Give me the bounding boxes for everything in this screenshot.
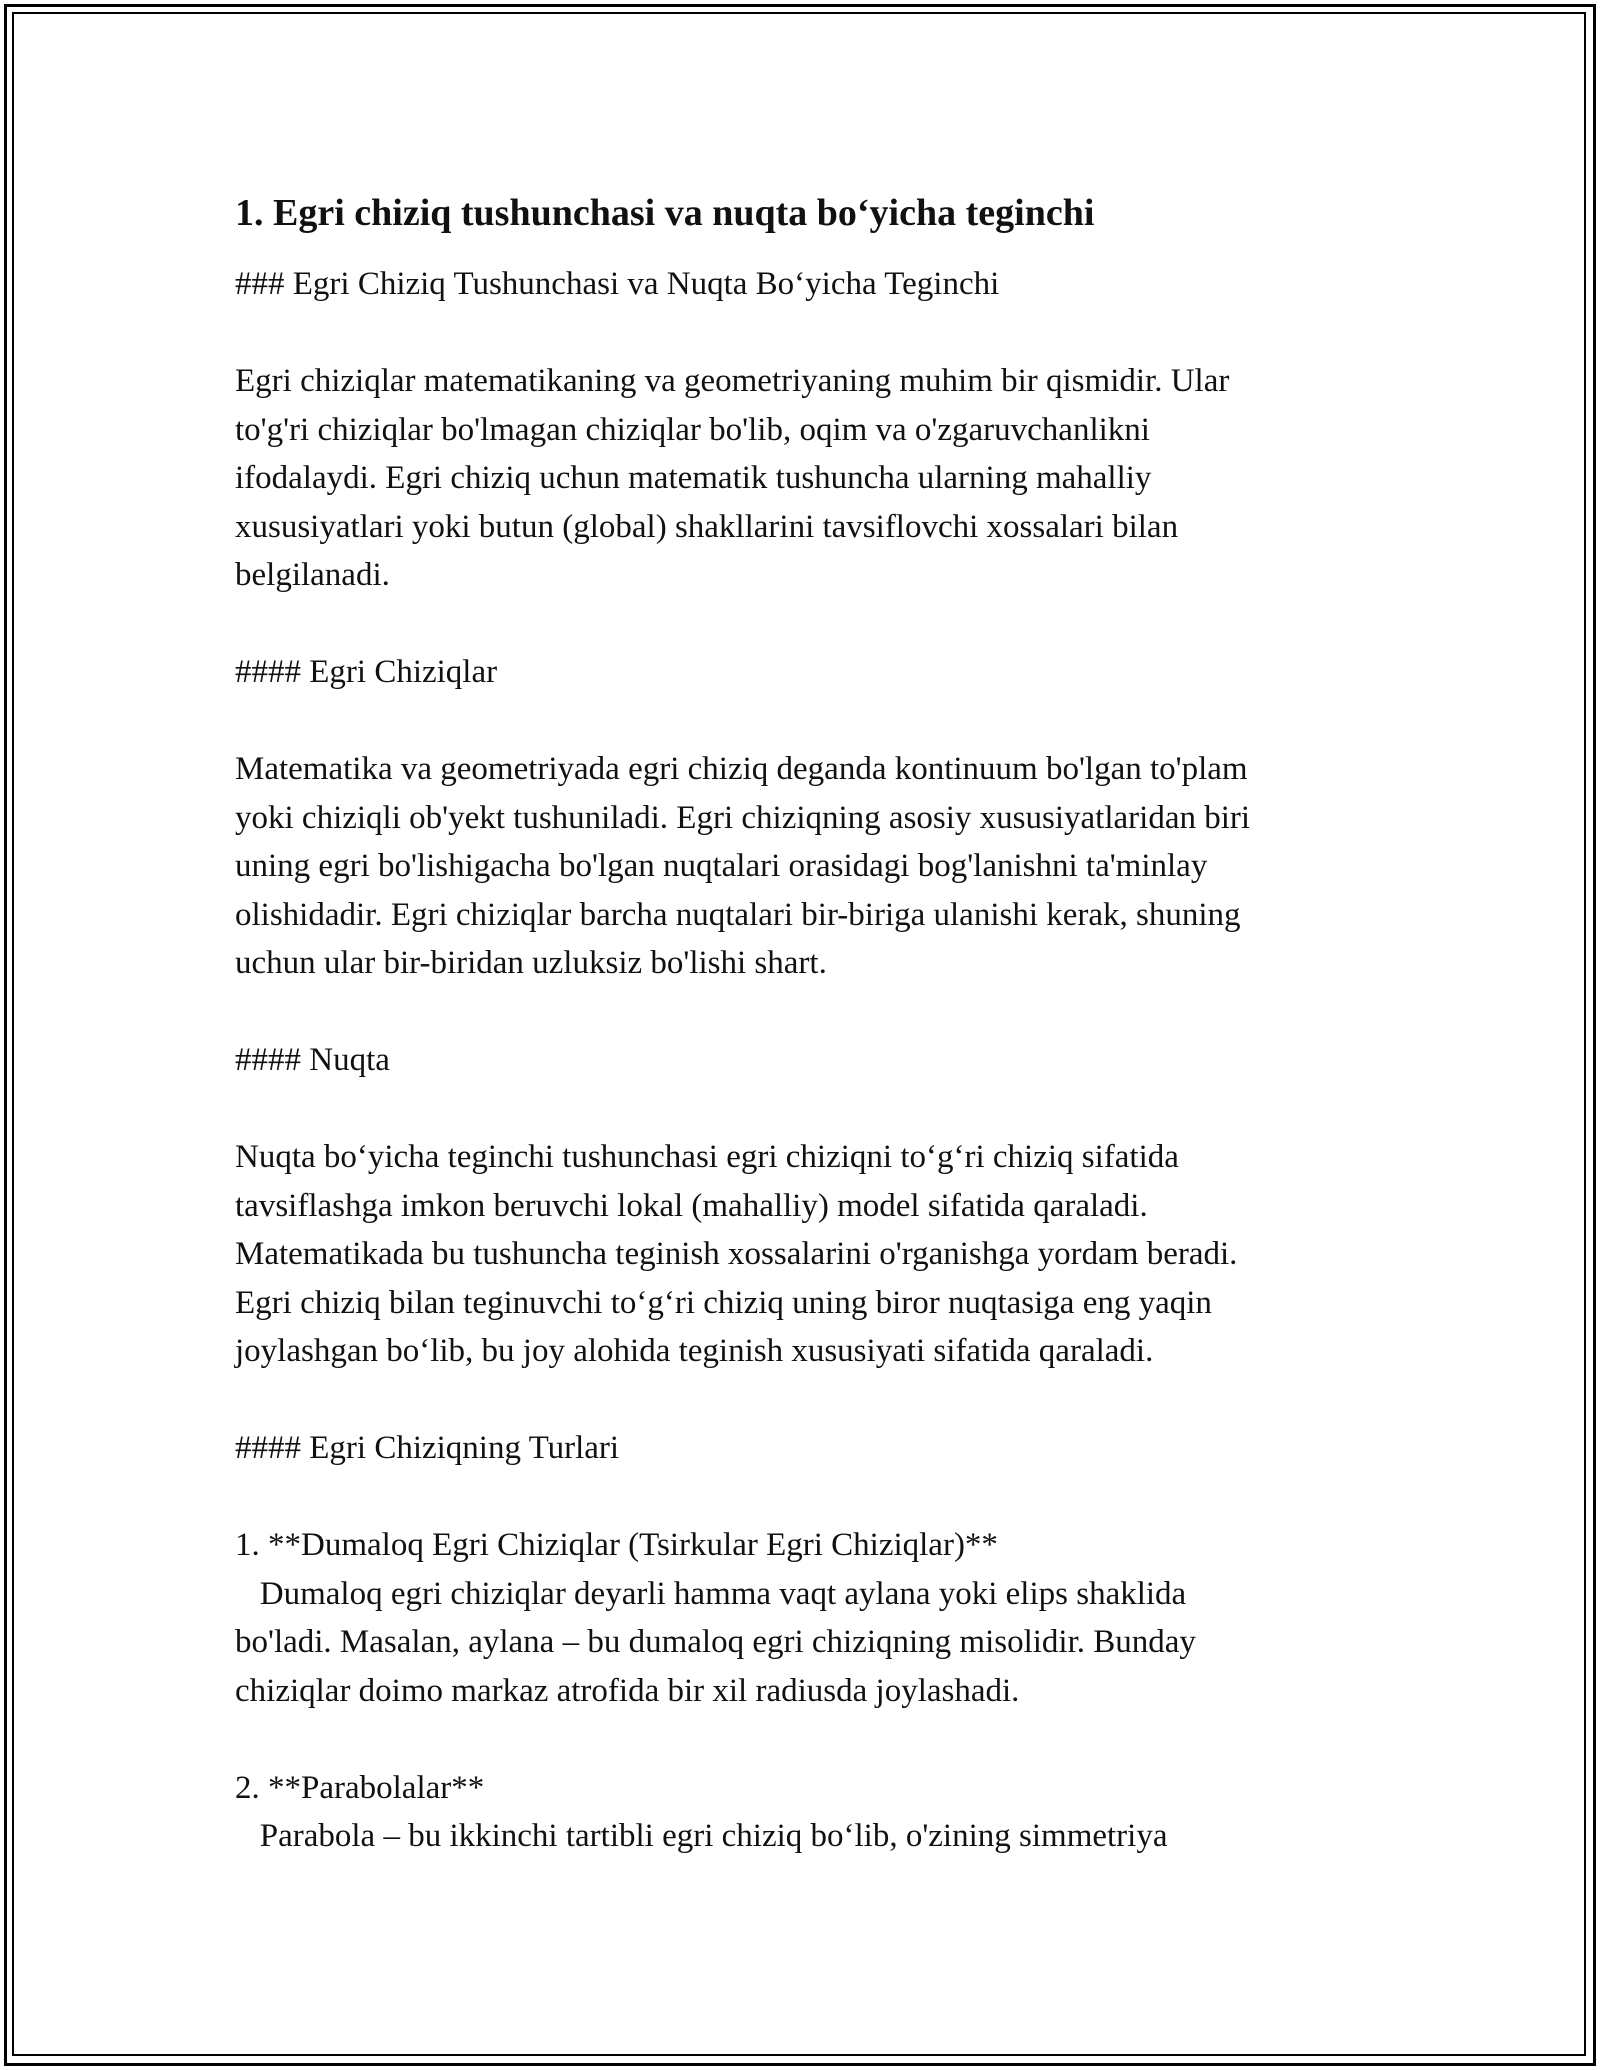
text-line: uning egri bo'lishigacha bo'lgan nuqtalari orasidagi bog'lanishni ta'minlay xyxy=(235,848,1208,884)
text-line: 1. **Dumaloq Egri Chiziqlar (Tsirkular Egri Chiziqlar)** xyxy=(235,1527,998,1563)
text-line: Dumaloq egri chiziqlar deyarli hamma vaqt aylana yoki elips shaklida xyxy=(235,1575,1187,1612)
text-line: tavsiflashga imkon beruvchi lokal (mahalliy) model sifatida qaraladi. xyxy=(235,1187,1148,1224)
text-line: Matematikada bu tushuncha teginish xossalarini o'rganishga yordam beradi. xyxy=(235,1236,1238,1272)
text-line: #### Egri Chiziqlar xyxy=(235,654,498,690)
paragraph-gap xyxy=(235,1473,1375,1522)
text-line: belgilanadi. xyxy=(235,557,390,593)
paragraph-gap xyxy=(235,697,1375,746)
text-line: Egri chiziq bilan teginuvchi to‘g‘ri chiziq uning biror nuqtasiga eng yaqin xyxy=(235,1284,1212,1321)
paragraph-gap xyxy=(235,988,1375,1037)
text-line: Parabola – bu ikkinchi tartibli egri chiziq bo‘lib, o'zining simmetriya xyxy=(235,1818,1168,1854)
text-line: 2. **Parabolalar** xyxy=(235,1769,485,1806)
text-line: Nuqta bo‘yicha teginchi tushunchasi egri chiziqni to‘g‘ri chiziq sifatida xyxy=(235,1139,1179,1175)
text-line: olishidadir. Egri chiziqlar barcha nuqtalari bir-biriga ulanishi kerak, shuning xyxy=(235,896,1241,933)
text-line: chiziqlar doimo markaz atrofida bir xil radiusda joylashadi. xyxy=(235,1672,1020,1709)
document-text xyxy=(235,260,1375,1861)
document-body xyxy=(235,188,1375,1861)
text-line: bo'ladi. Masalan, aylana – bu dumaloq egri chiziqning misolidir. Bunday xyxy=(235,1624,1196,1660)
paragraph-gap xyxy=(235,1715,1375,1764)
text-line: joylashgan bo‘lib, bu joy alohida teginish xususiyati sifatida qaraladi. xyxy=(235,1333,1154,1369)
paragraph-gap xyxy=(235,309,1375,358)
text-line: uchun ular bir-biridan uzluksiz bo'lishi shart. xyxy=(235,945,827,981)
text-line: ### Egri Chiziq Tushunchasi va Nuqta Bo‘yicha Teginchi xyxy=(235,266,1000,302)
text-line: Matematika va geometriyada egri chiziq deganda kontinuum bo'lgan to'plam xyxy=(235,751,1248,787)
paragraph-gap xyxy=(235,1376,1375,1425)
text-line: yoki chiziqli ob'yekt tushuniladi. Egri chiziqning asosiy xususiyatlaridan biri xyxy=(235,799,1251,836)
page-title: 1. Egri chiziq tushunchasi va nuqta bo‘yicha teginchi xyxy=(235,192,1095,234)
text-line: to'g'ri chiziqlar bo'lmagan chiziqlar bo'lib, oqim va o'zgaruvchanlikni xyxy=(235,411,1150,448)
text-line: Egri chiziqlar matematikaning va geometriyaning muhim bir qismidir. Ular xyxy=(235,363,1230,399)
paragraph-gap xyxy=(235,1085,1375,1134)
text-line: #### Nuqta xyxy=(235,1042,390,1078)
text-line: ifodalaydi. Egri chiziq uchun matematik tushuncha ularning mahalliy xyxy=(235,460,1152,496)
text-line: xususiyatlari yoki butun (global) shakllarini tavsiflovchi xossalari bilan xyxy=(235,508,1179,545)
paragraph-gap xyxy=(235,600,1375,649)
text-line: #### Egri Chiziqning Turlari xyxy=(235,1430,620,1466)
